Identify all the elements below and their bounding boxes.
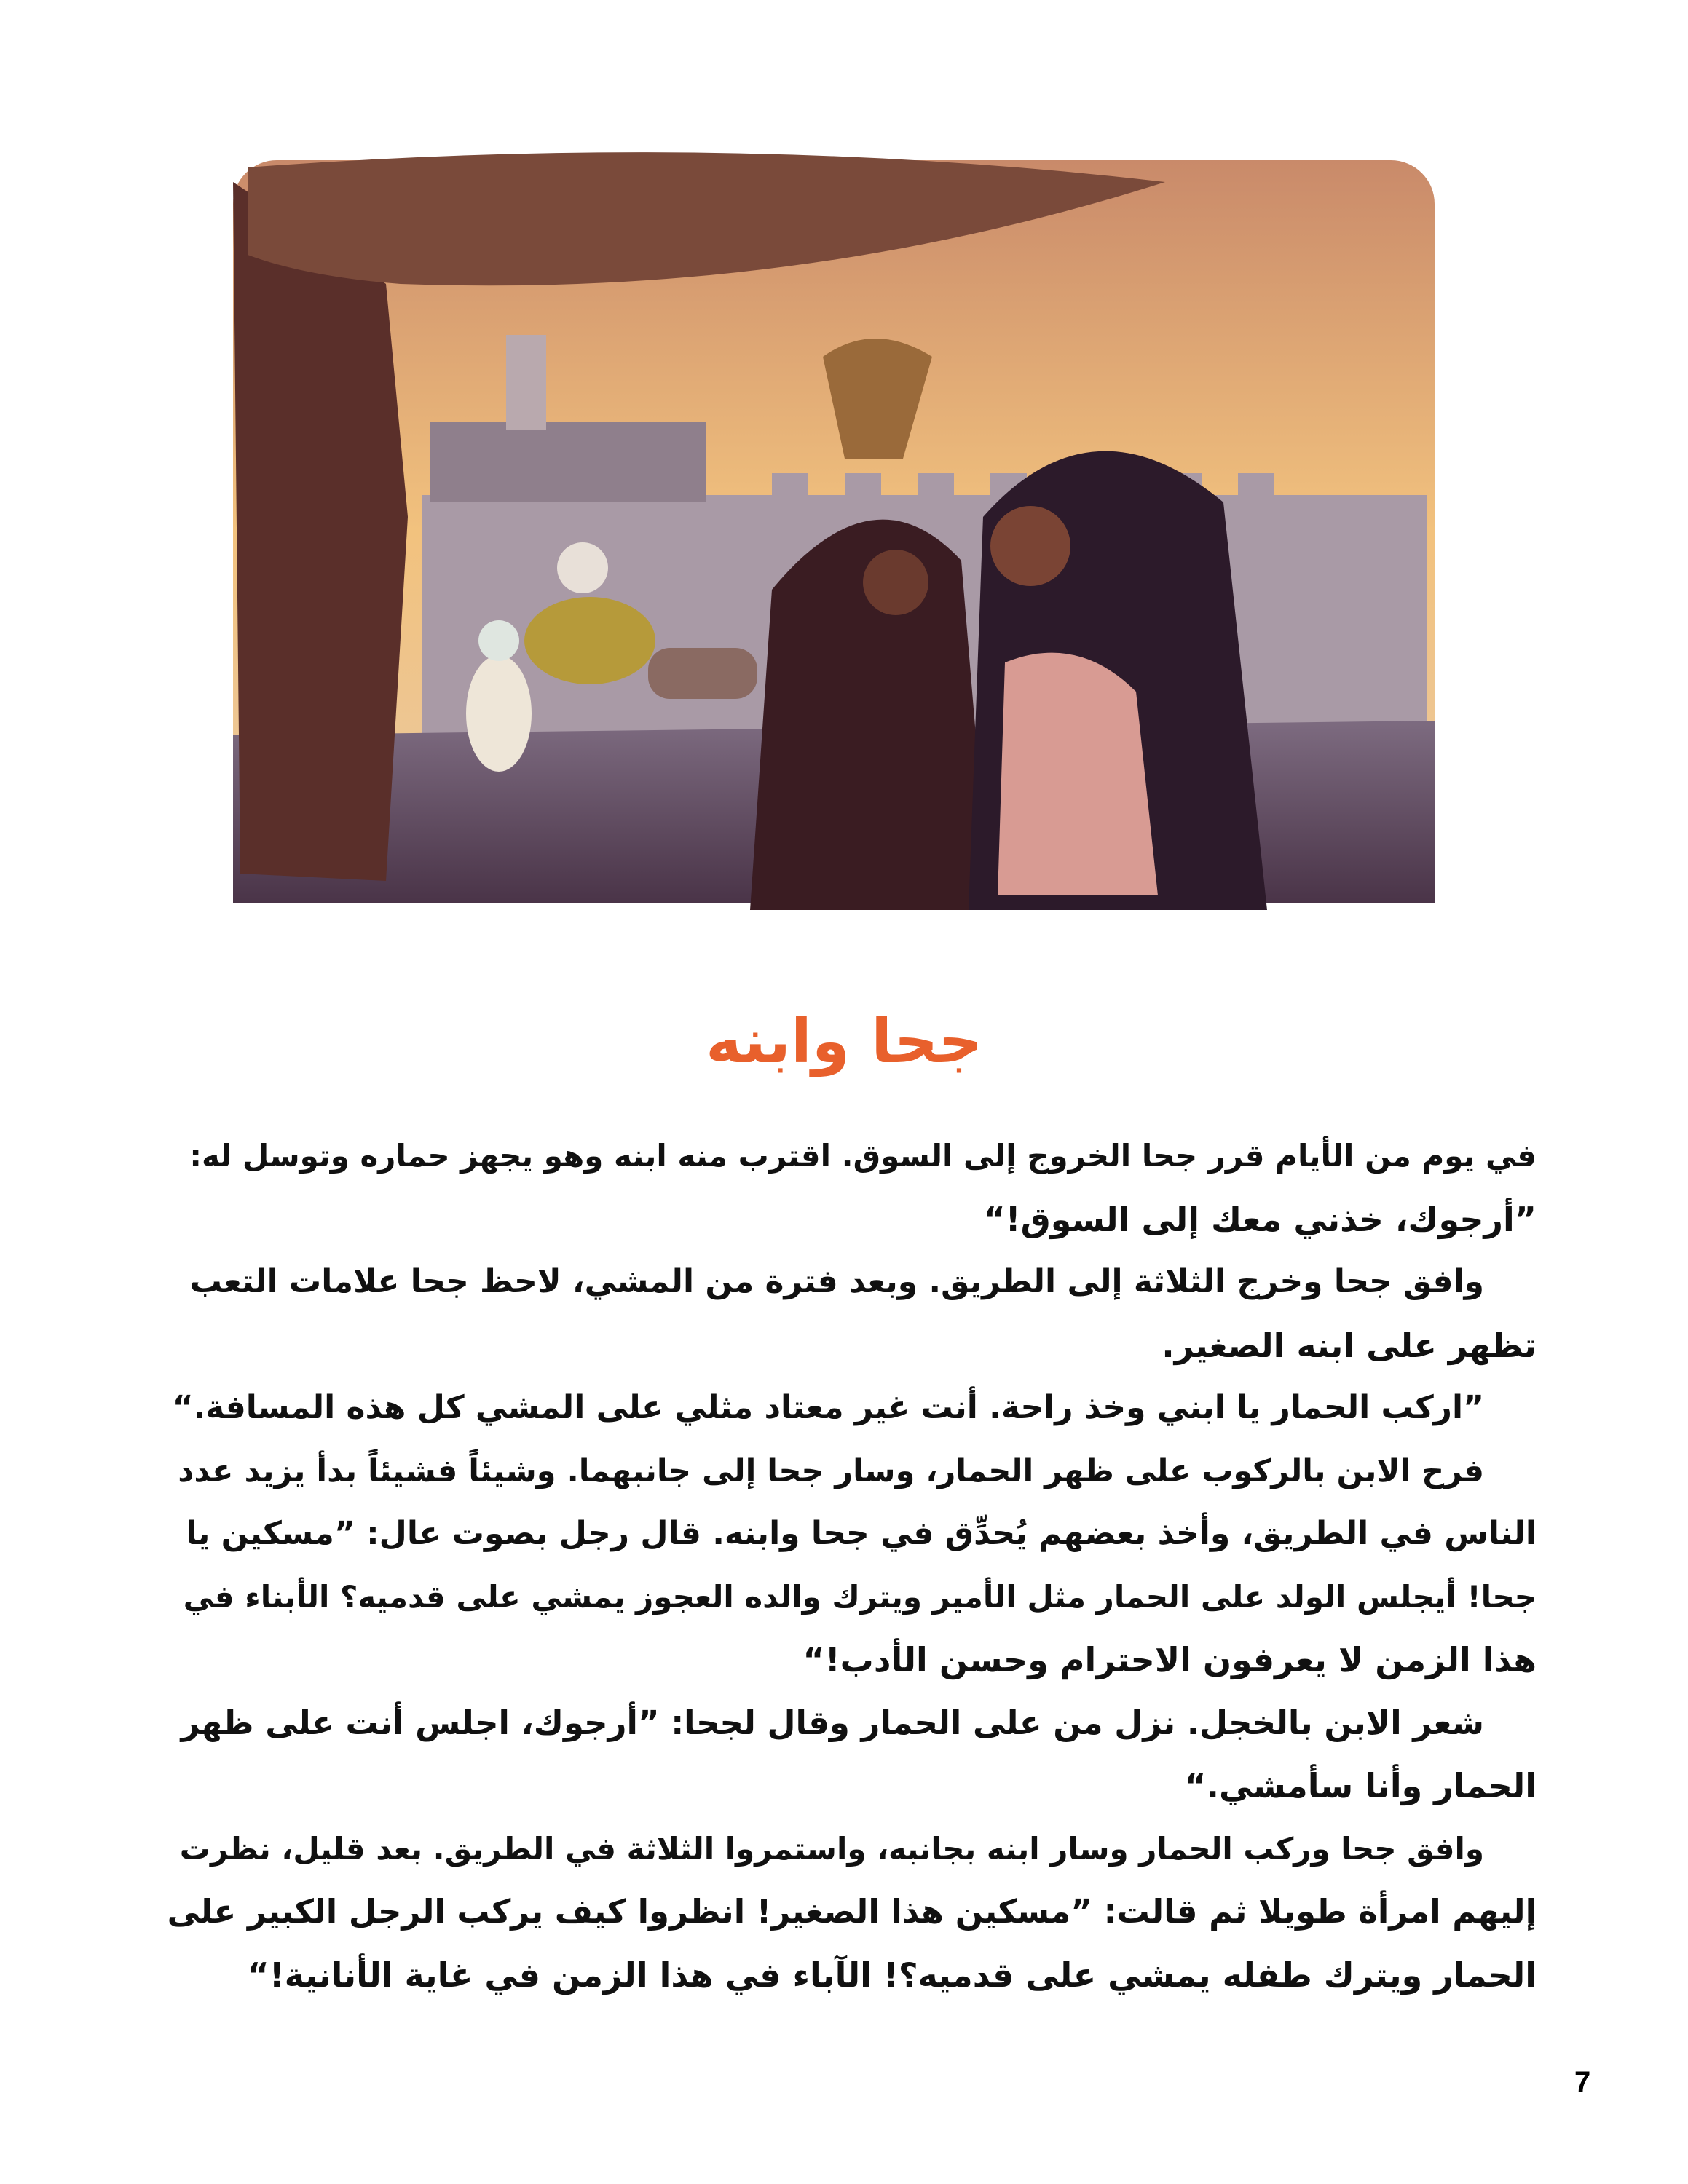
text-line: شعر الابن بالخجل. نزل من على الحمار وقال لجحا: ”أرجوك، اجلس أنت على ظهر <box>181 1703 1484 1742</box>
text-line: إليهم امرأة طويلا ثم قالت: ”مسكين هذا الصغير! انظروا كيف يركب الرجل الكبير على <box>167 1892 1537 1931</box>
text-line: جحا! أيجلس الولد على الحمار مثل الأمير ويترك والده العجوز يمشي على قدميه؟ الأبناء في <box>183 1578 1537 1615</box>
text-line: فرح الابن بالركوب على ظهر الحمار، وسار جحا إلى جانبهما. وشيئاً فشيئاً بدأ يزيد عدد <box>178 1452 1484 1489</box>
text-line: هذا الزمن لا يعرفون الاحترام وحسن الأدب!“ <box>802 1640 1537 1679</box>
text-line: الناس في الطريق، وأخذ بعضهم يُحدِّق في جحا وابنه. قال رجل بصوت عال: ”مسكين يا <box>186 1515 1537 1552</box>
story-illustration <box>218 138 1453 921</box>
story-text <box>167 1125 1537 2006</box>
text-line: الحمار ويترك طفله يمشي على قدميه؟! الآباء في هذا الزمن في غاية الأنانية!“ <box>247 1955 1537 1995</box>
text-line: في يوم من الأيام قرر جحا الخروج إلى السوق. اقترب منه ابنه وهو يجهز حماره وتوسل له: <box>189 1138 1537 1174</box>
page-number: 7 <box>1574 2066 1591 2098</box>
text-line: ”أرجوك، خذني معك إلى السوق!“ <box>983 1199 1537 1239</box>
market-scene-image <box>218 138 1453 921</box>
text-line: ”اركب الحمار يا ابني وخذ راحة. أنت غير معتاد مثلي على المشي كل هذه المسافة.“ <box>172 1389 1484 1426</box>
text-line: تظهر على ابنه الصغير. <box>1162 1325 1537 1365</box>
text-line: وافق جحا وركب الحمار وسار ابنه بجانبه، واستمروا الثلاثة في الطريق. بعد قليل، نظرت <box>179 1830 1484 1867</box>
story-title: جحا وابنه <box>706 1005 982 1077</box>
text-line: وافق جحا وخرج الثلاثة إلى الطريق. وبعد فترة من المشي، لاحظ جحا علامات التعب <box>189 1263 1484 1300</box>
text-line: الحمار وأنا سأمشي.“ <box>1184 1766 1537 1805</box>
